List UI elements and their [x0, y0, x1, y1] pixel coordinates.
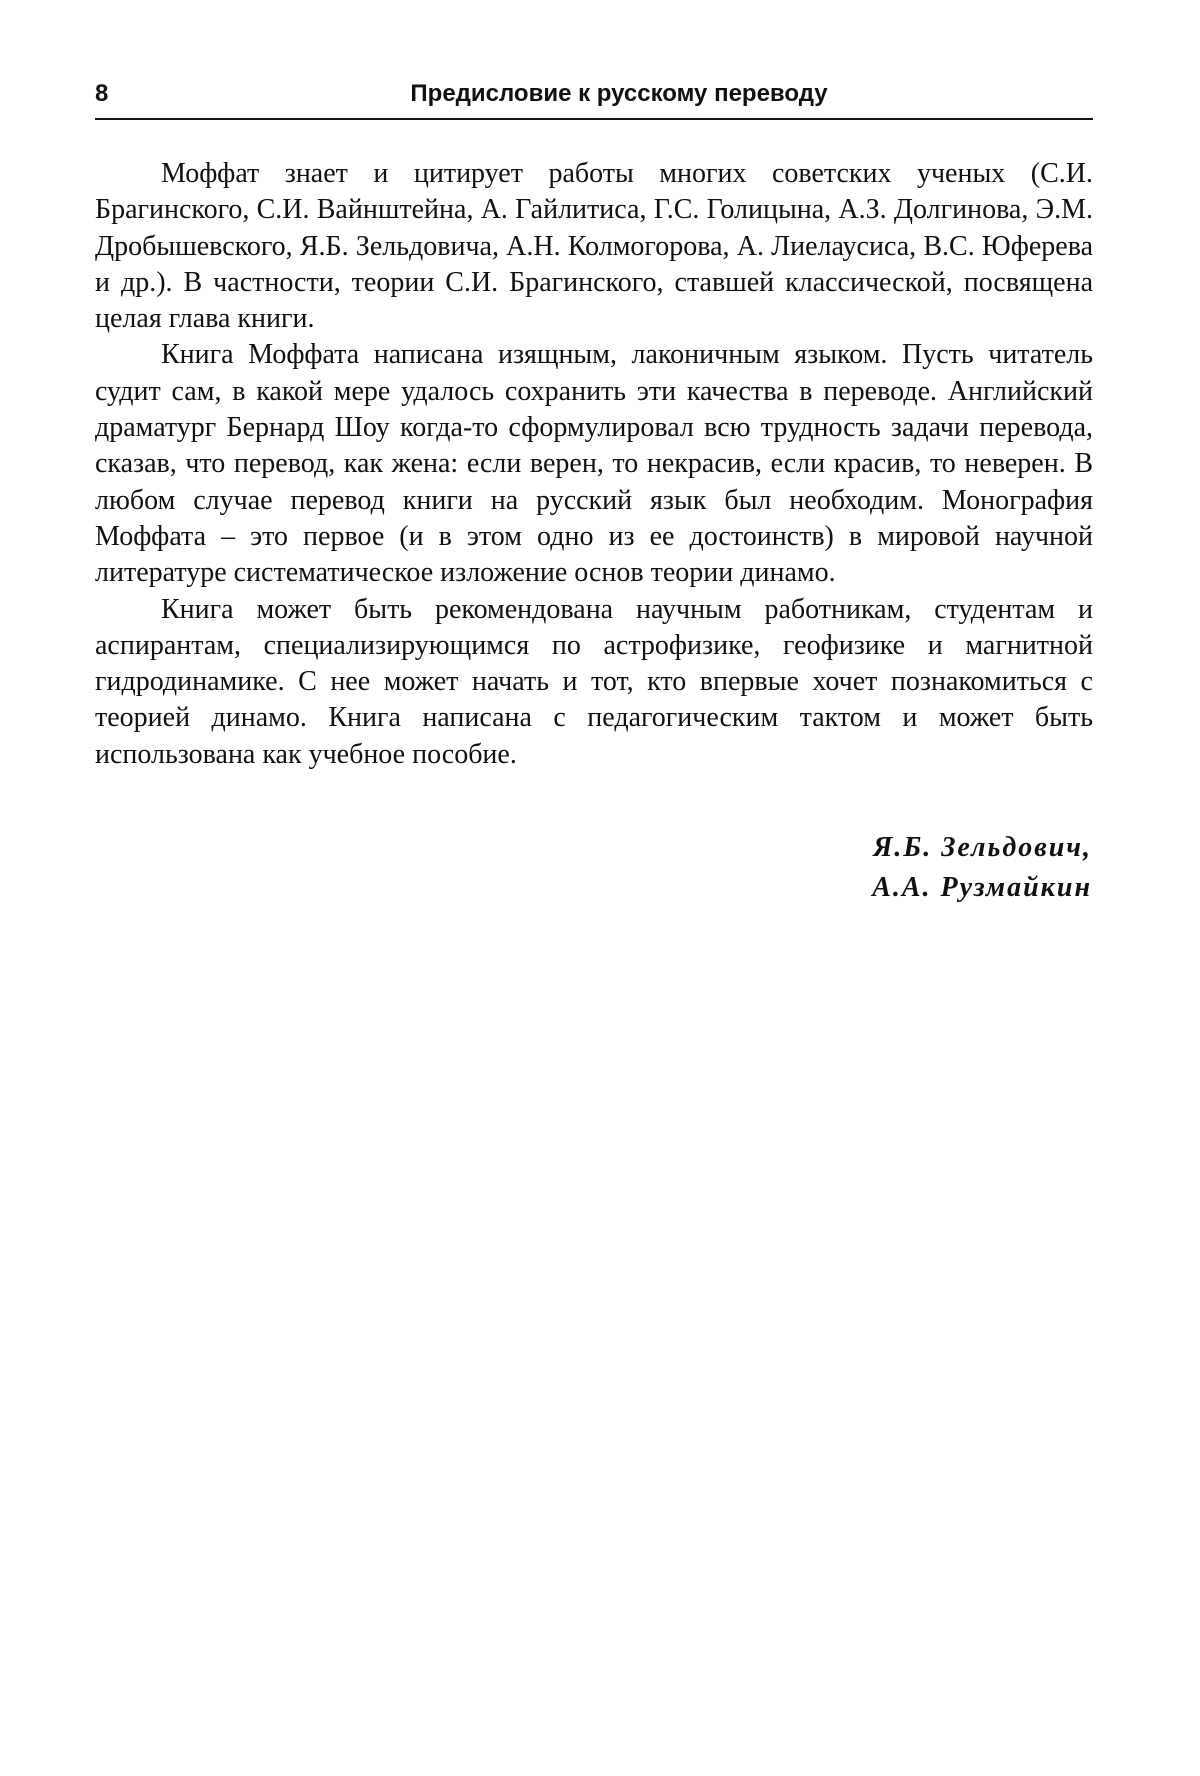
running-title: Предисловие к русскому переводу: [410, 80, 828, 107]
paragraph-1: Моффат знает и цитирует работы многих советских ученых (С.И. Брагинского, С.И. Вайнштейна, А. Гайлитиса, Г.С. Голицына, А.З. Долгинова, Э.М. Дробышевского, Я.Б. Зельдовича, А.Н. Колмогорова, А. Лиелаусиса, В.С. Юферева и др.). В частности, теории С.И. Брагинского, ставшей классической, посвящена целая глава книги.: [95, 158, 1093, 335]
body-text: [95, 156, 1093, 773]
paragraph-3: Книга может быть рекомендована научным работникам, студентам и аспирантам, специализирующимся по астрофизике, геофизике и магнитной гидродинамике. С нее может начать и тот, кто впервые хочет познакомиться с теорией динамо. Книга написана с педагогическим тактом и может быть использована как учебное пособие.: [95, 593, 1093, 770]
page-number: 8: [95, 80, 109, 107]
signature-author-2: А.А. Рузмайкин: [872, 872, 1092, 903]
signature-author-1: Я.Б. Зельдович,: [873, 832, 1092, 863]
running-header: [95, 76, 1093, 120]
signature: [872, 828, 1092, 908]
paragraph-2: Книга Моффата написана изящным, лаконичным языком. Пусть читатель судит сам, в какой мере удалось сохранить эти качества в переводе. Английский драматург Бернард Шоу когда-то сформулировал всю трудность задачи перевода, сказав, что перевод, как жена: если верен, то некрасив, если красив, то неверен. В любом случае перевод книги на русский язык был необходим. Монография Моффата – это первое (и в этом одно из ее достоинств) в мировой научной литературе систематическое изложение основ теории динамо.: [95, 339, 1093, 589]
